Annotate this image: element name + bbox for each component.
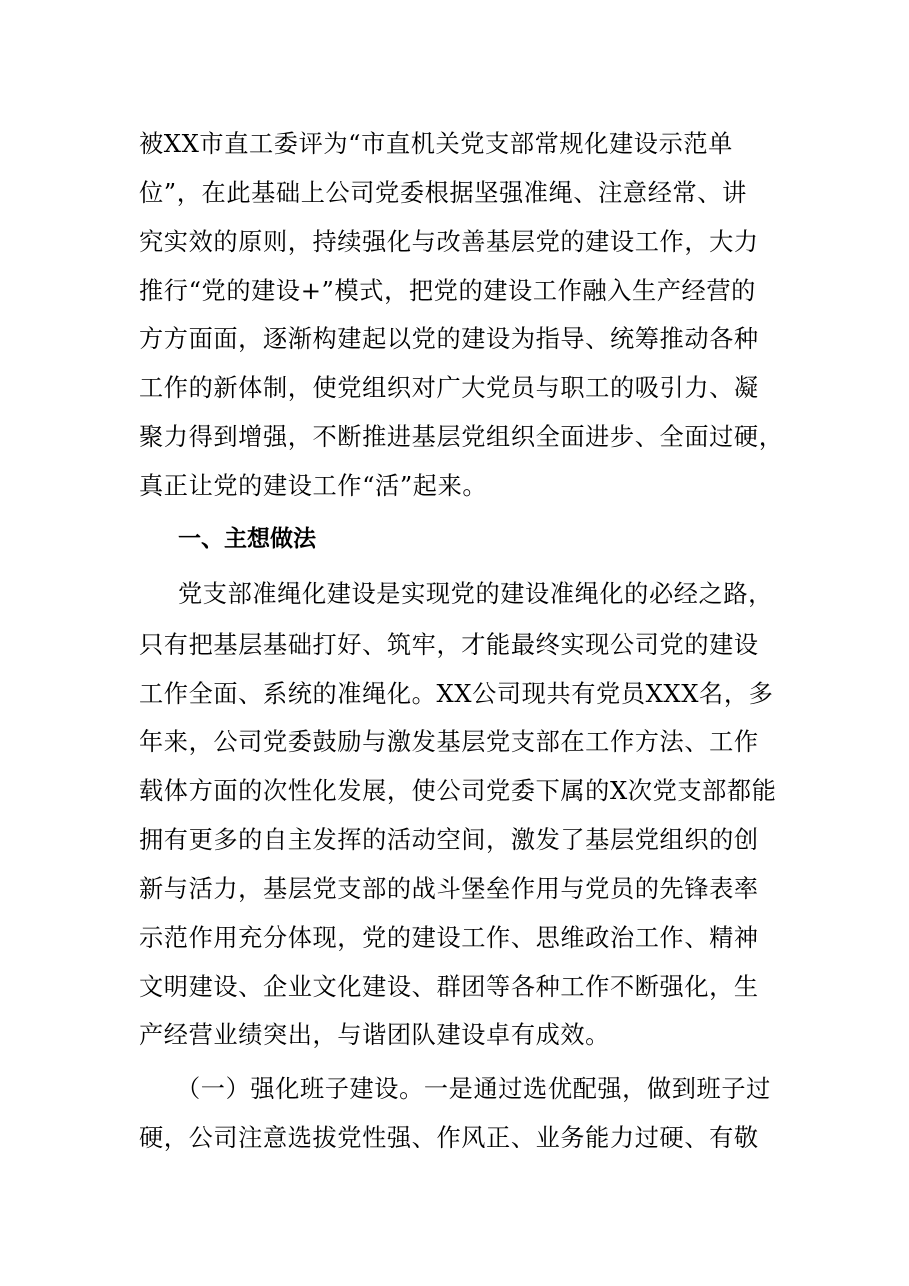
paragraph-1-line-4: 推行“党的建设+”模式，把党的建设工作融入生产经营的 bbox=[139, 277, 756, 305]
paragraph-2-line-3: 工作全面、系统的准绳化。XX公司现共有党员XXX名，多 bbox=[139, 680, 774, 708]
paragraph-1-line-3: 究实效的原则，持续强化与改善基层党的建设工作，大力 bbox=[139, 228, 759, 256]
paragraph-2-line-7: 新与活力，基层党支部的战斗堡垒作用与党员的先锋表率 bbox=[139, 875, 759, 903]
paragraph-2-line-10: 产经营业绩突出，与谐团队建设卓有成效。 bbox=[139, 1021, 610, 1049]
section-heading: 一、主想做法 bbox=[178, 526, 316, 552]
paragraph-2-line-2: 只有把基层基础打好、筑牢，才能最终实现公司党的建设 bbox=[139, 631, 759, 659]
paragraph-1-line-1: 被XX市直工委评为“市直机关党支部常规化建设示范单 bbox=[139, 130, 733, 158]
paragraph-1-line-2: 位”，在此基础上公司党委根据坚强准绳、注意经常、讲 bbox=[139, 179, 747, 207]
paragraph-2-line-4: 年来，公司党委鼓励与激发基层党支部在工作方法、工作 bbox=[139, 728, 759, 756]
paragraph-2-line-9: 文明建设、企业文化建设、群团等各种工作不断强化，生 bbox=[139, 973, 759, 1001]
paragraph-1-line-8: 真正让党的建设工作“活”起来。 bbox=[139, 472, 488, 500]
paragraph-1-line-6: 工作的新体制，使党组织对广大党员与职工的吸引力、凝 bbox=[139, 374, 759, 402]
paragraph-3-line-2: 硬，公司注意选拔党性强、作风正、业务能力过硬、有敬 bbox=[139, 1124, 759, 1152]
paragraph-1-line-5: 方方面面，逐渐构建起以党的建设为指导、统筹推动各种 bbox=[139, 325, 759, 353]
paragraph-3-line-1: （一）强化班子建设。一是通过选优配强，做到班子过 bbox=[176, 1075, 771, 1103]
paragraph-2-line-6: 拥有更多的自主发挥的活动空间，激发了基层党组织的创 bbox=[139, 826, 759, 854]
paragraph-1-line-7: 聚力得到增强，不断推进基层党组织全面进步、全面过硬， bbox=[139, 423, 784, 451]
paragraph-2-line-1: 党支部准绳化建设是实现党的建设准绳化的必经之路， bbox=[178, 580, 773, 608]
paragraph-2-line-5: 载体方面的次性化发展，使公司党委下属的X次党支部都能 bbox=[139, 777, 777, 805]
paragraph-2-line-8: 示范作用充分体现，党的建设工作、思维政治工作、精神 bbox=[139, 924, 759, 952]
